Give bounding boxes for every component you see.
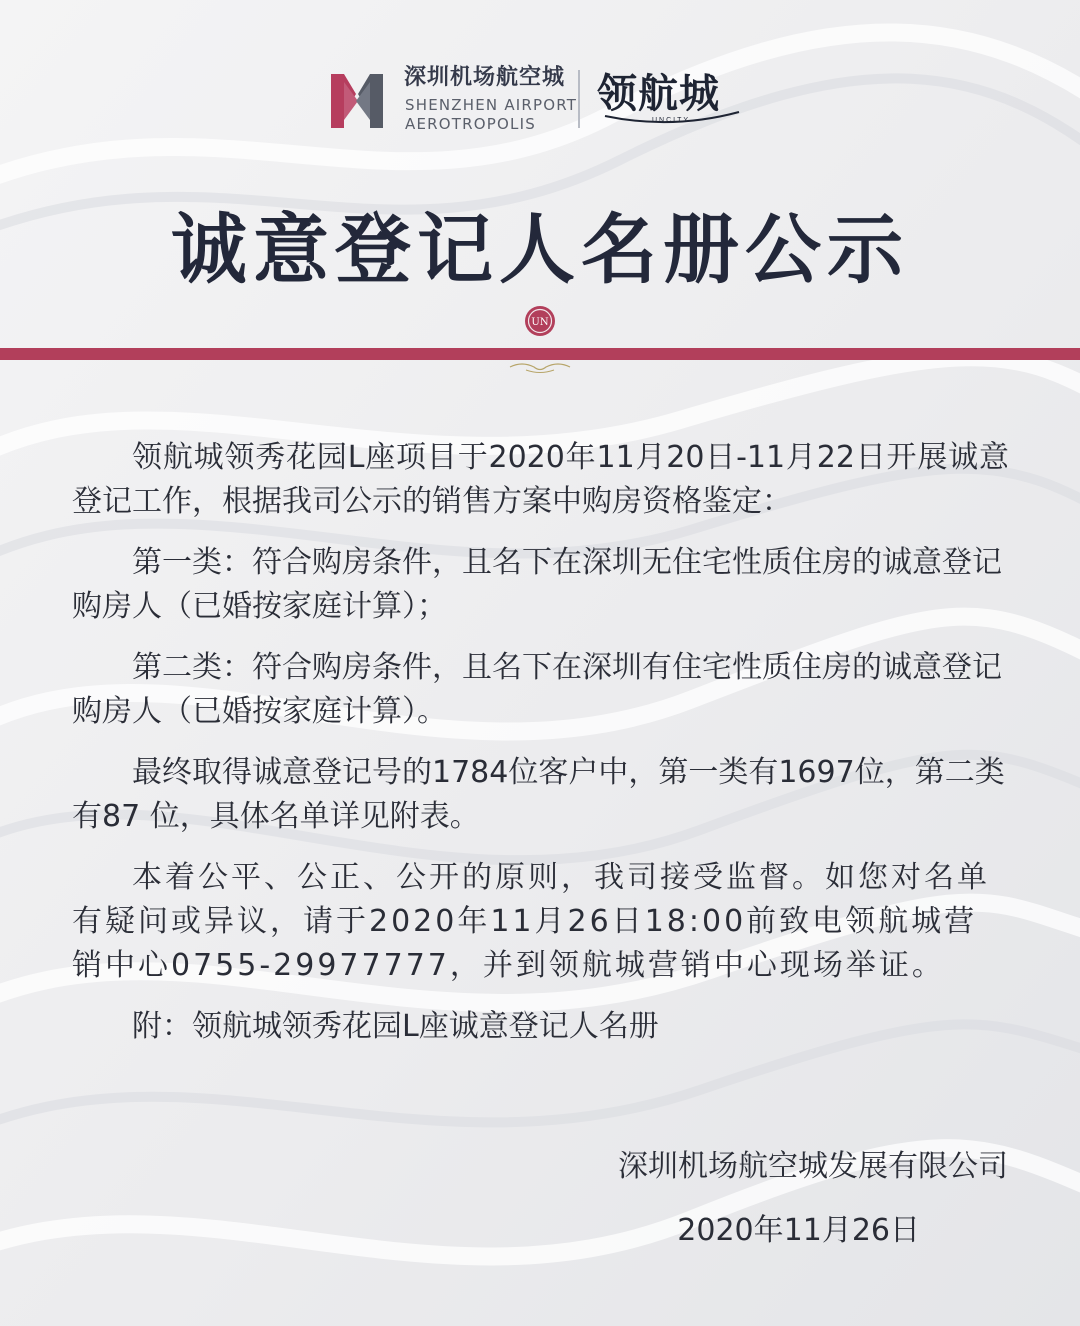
sub-brand-logo [597, 72, 747, 132]
brand-name-cn: 深圳机场航空城 [404, 65, 566, 90]
paragraph-category-one: 第一类：符合购房条件，且名下在深圳无住宅性质住房的诚意登记购房人（已婚按家庭计算）； [72, 545, 1002, 624]
sub-brand-tag: UNCITY [651, 117, 691, 124]
ornament-icon [504, 360, 576, 376]
brand-divider [578, 70, 580, 128]
brand-name-en-line1: SHENZHEN AIRPORT [405, 96, 578, 114]
title-divider [0, 300, 1080, 380]
header [0, 58, 1080, 142]
un-emblem-icon [523, 304, 557, 338]
page-title: 诚意登记人名册公示 [171, 205, 909, 294]
brand-mark-icon [324, 66, 390, 136]
paragraph-objection-notice: 本着公平、公正、公开的原则，我司接受监督。如您对名单有疑问或异议，请于2020年11月26日18:00前致电领航城营销中心0755-29977777，并到领航城营销中心现场举证。 [72, 860, 990, 983]
emblem-text: UN [531, 317, 549, 328]
red-divider-line [0, 348, 1080, 360]
paragraph-registration-period: 领航城领秀花园L座项目于2020年11月20日-11月22日开展诚意登记工作，根据我司公示的销售方案中购房资格鉴定： [72, 440, 1009, 519]
paragraph-attachment: 附：领航城领秀花园L座诚意登记人名册 [132, 1009, 659, 1044]
signature-company: 深圳机场航空城发展有限公司 [618, 1149, 1008, 1184]
signature-date: 2020年11月26日 [677, 1213, 920, 1248]
paragraph-result-summary: 最终取得诚意登记号的1784位客户中，第一类有1697位，第二类有87 位，具体名单详见附表。 [72, 755, 1005, 834]
notice-body [72, 436, 1009, 1066]
sub-brand-name: 领航城 [597, 71, 720, 117]
signature-block [488, 1145, 1008, 1253]
brand-name-en-line2: AEROTROPOLIS [405, 115, 536, 133]
paragraph-category-two: 第二类：符合购房条件，且名下在深圳有住宅性质住房的诚意登记购房人（已婚按家庭计算）。 [72, 650, 1002, 729]
